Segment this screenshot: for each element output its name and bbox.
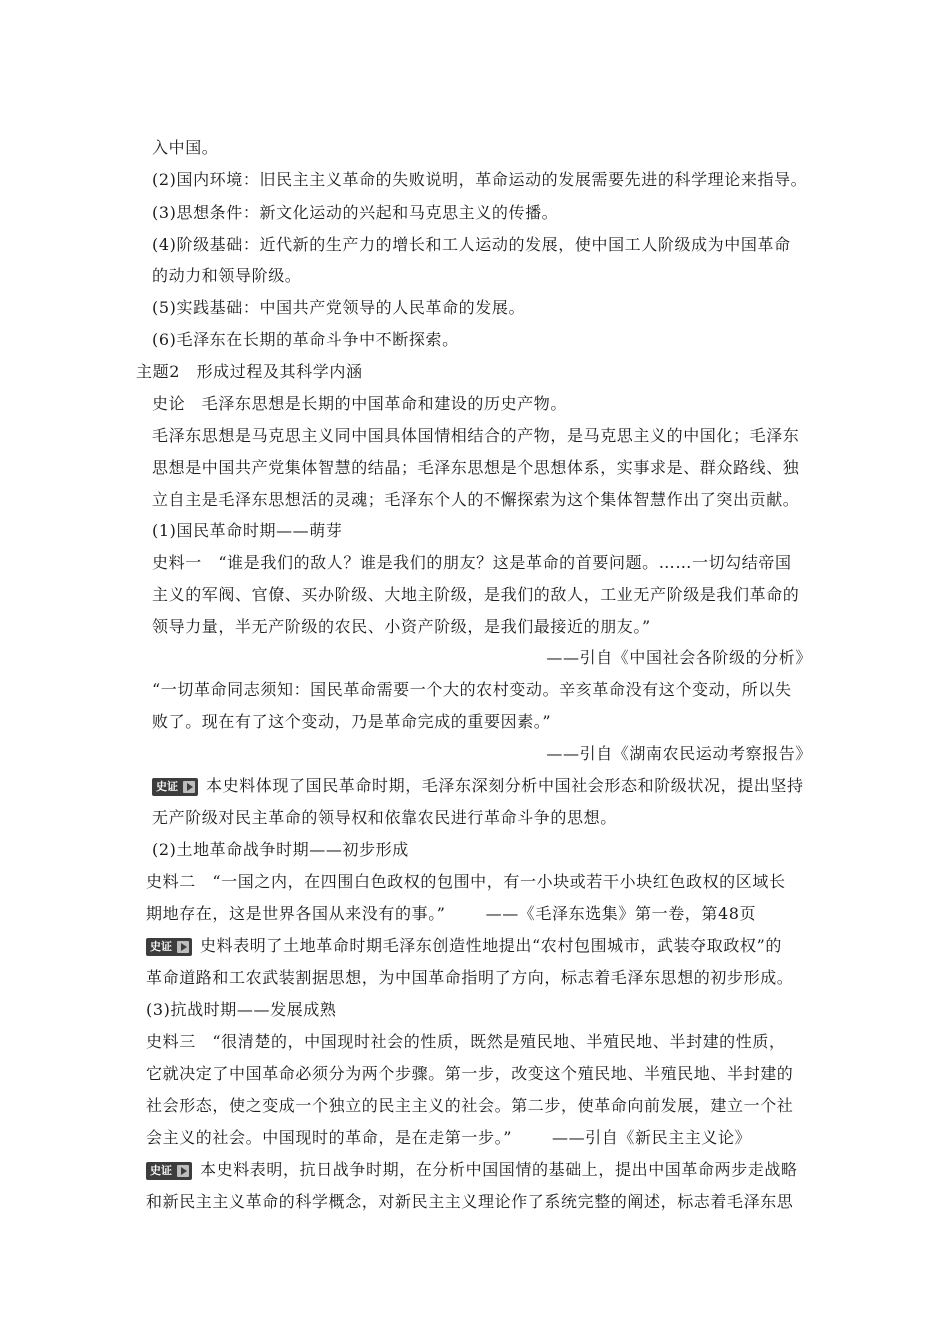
citation: ——引自《中国社会各阶级的分析》: [546, 648, 812, 667]
text-line: 无产阶级对民主革命的领导权和依靠农民进行革命斗争的思想。: [152, 808, 617, 827]
text-line: (2)国内环境：旧民主主义革命的失败说明，革命运动的发展需要先进的科学理论来指导。: [152, 170, 808, 189]
text-line: 史料一 “谁是我们的敌人？谁是我们的朋友？这是革命的首要问题。……一切勾结帝国: [152, 553, 792, 572]
text-line: 的动力和领导阶级。: [152, 266, 302, 285]
text-line: (3)思想条件：新文化运动的兴起和马克思主义的传播。: [152, 203, 559, 222]
text-line: 败了。现在有了这个变动，乃是革命完成的重要因素。”: [152, 712, 552, 731]
text-line: 和新民主主义革命的科学概念，对新民主主义理论作了系统完整的阐述，标志着毛泽东思: [146, 1192, 794, 1211]
text-line: 立自主是毛泽东思想活的灵魂；毛泽东个人的不懈探索为这个集体智慧作出了突出贡献。: [152, 490, 800, 509]
subsection-heading: (2)土地革命战争时期——初步形成: [152, 840, 409, 859]
evidence-badge: 史证: [146, 1162, 192, 1180]
text-line: 思想是中国共产党集体智慧的结晶；毛泽东思想是个思想体系，实事求是、群众路线、独: [152, 458, 800, 477]
text-line: (6)毛泽东在长期的革命斗争中不断探索。: [152, 330, 459, 349]
text-line: 主义的军阀、官僚、买办阶级、大地主阶级，是我们的敌人，工业无产阶级是我们革命的: [152, 585, 800, 604]
text-line: 它就决定了中国革命必须分为两个步骤。第一步，改变这个殖民地、半殖民地、半封建的: [146, 1064, 794, 1083]
text-line: (4)阶级基础：近代新的生产力的增长和工人运动的发展，使中国工人阶级成为中国革命: [152, 235, 791, 254]
text-line: 领导力量，半无产阶级的农民、小资产阶级，是我们最接近的朋友。”: [152, 617, 651, 636]
text-line: 史料二 “一国之内，在四围白色政权的包围中，有一小块或若干小块红色政权的区域长: [146, 872, 786, 891]
citation: ——《毛泽东选集》第一卷，第48页: [485, 904, 757, 923]
text-line: 毛泽东思想是马克思主义同中国具体国情相结合的产物，是马克思主义的中国化；毛泽东: [152, 426, 800, 445]
text-line: 入中国。: [152, 138, 219, 157]
subsection-heading: (3)抗战时期——发展成熟: [146, 1000, 337, 1019]
text-line: 社会形态，使之变成一个独立的民主主义的社会。第二步，使革命向前发展，建立一个社: [146, 1096, 794, 1115]
evidence-badge: 史证: [146, 938, 192, 956]
text-line: 期地存在，这是世界各国从来没有的事。” ——《毛泽东选集》第一卷，第48页: [146, 904, 757, 923]
citation: ——引自《新民主主义论》: [551, 1128, 752, 1147]
evidence-line: 史证 本史料表明，抗日战争时期，在分析中国国情的基础上，提出中国革命两步走战略: [146, 1160, 798, 1180]
evidence-badge: 史证: [152, 778, 198, 796]
citation: ——引自《湖南农民运动考察报告》: [546, 744, 812, 763]
play-arrow-icon: [183, 781, 195, 793]
evidence-line: 史证 本史料体现了国民革命时期，毛泽东深刻分析中国社会形态和阶级状况，提出坚持: [152, 776, 804, 796]
text-line: 史论 毛泽东思想是长期的中国革命和建设的历史产物。: [152, 394, 568, 413]
play-arrow-icon: [177, 941, 189, 953]
evidence-line: 史证 史料表明了土地革命时期毛泽东创造性地提出“农村包围城市，武装夺取政权”的: [146, 936, 782, 956]
text-line: 史料三 “很清楚的，中国现时社会的性质，既然是殖民地、半殖民地、半封建的性质，: [146, 1032, 786, 1051]
text-line: 会主义的社会。中国现时的革命，是在走第一步。” ——引自《新民主主义论》: [146, 1128, 752, 1147]
text-line: “一切革命同志须知：国民革命需要一个大的农村变动。辛亥革命没有这个变动，所以失: [152, 680, 792, 699]
subsection-heading: (1)国民革命时期——萌芽: [152, 521, 343, 540]
text-line: (5)实践基础：中国共产党领导的人民革命的发展。: [152, 298, 526, 317]
section-heading: 主题2 形成过程及其科学内涵: [136, 362, 363, 381]
text-line: 革命道路和工农武装割据思想，为中国革命指明了方向，标志着毛泽东思想的初步形成。: [146, 968, 794, 987]
play-arrow-icon: [177, 1165, 189, 1177]
